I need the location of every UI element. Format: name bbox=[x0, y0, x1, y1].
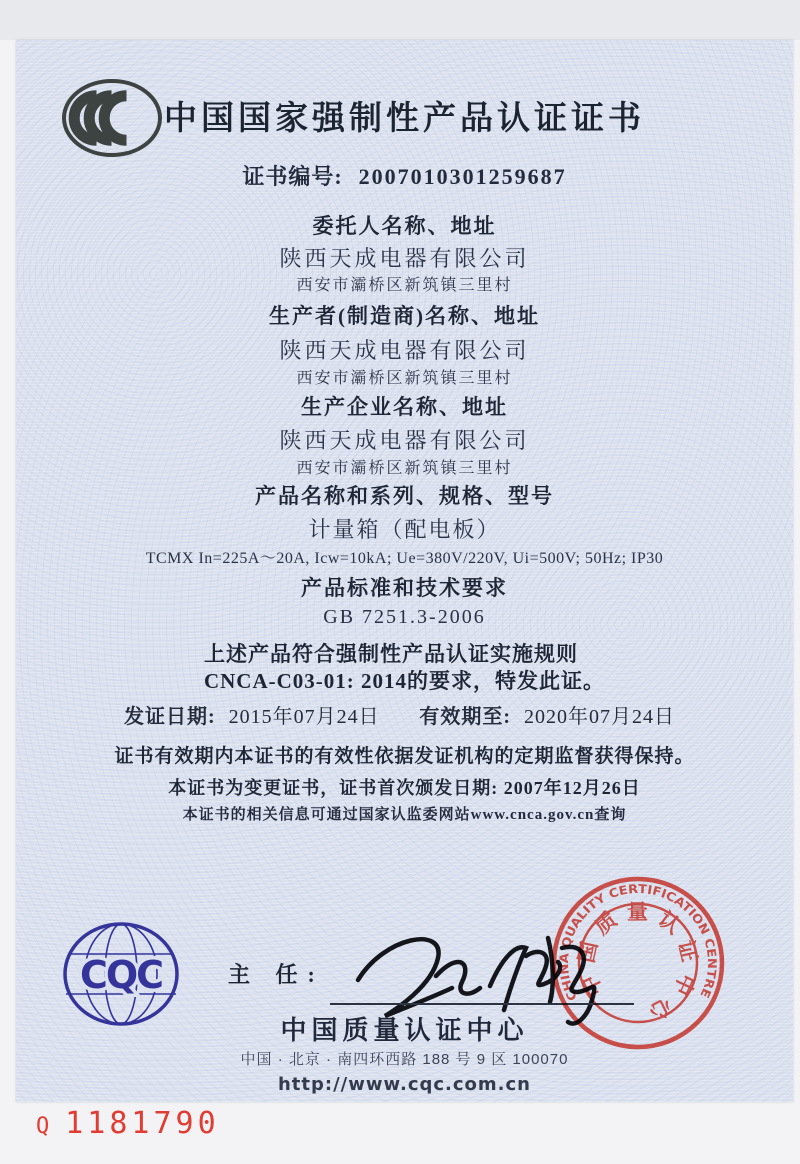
standard-value: GB 7251.3-2006 bbox=[323, 606, 486, 628]
stamp-outer-text: CHINA QUALITY CERTIFICATION CENTRE bbox=[556, 881, 720, 1003]
org-website: http://www.cqc.com.cn bbox=[277, 1074, 531, 1095]
expiry-date-value: 2020年07月24日 bbox=[524, 706, 675, 728]
certificate-title: 中国国家强制性产品认证证书 bbox=[164, 101, 645, 137]
serial-prefix: Q bbox=[36, 1114, 50, 1139]
info-note: 本证书的相关信息可通过国家认监委网站www.cnca.gov.cn查询 bbox=[182, 807, 627, 823]
validity-note: 证书有效期内本证书的有效性依据发证机构的定期监督获得保持。 bbox=[114, 746, 695, 767]
cqc-stamp-icon bbox=[550, 875, 726, 1051]
change-note: 本证书为变更证书，证书首次颁发日期: 2007年12月26日 bbox=[168, 778, 641, 798]
dates-row bbox=[16, 700, 793, 729]
certificate-paper bbox=[16, 40, 793, 1102]
compliance-statement-line2: CNCA-C03-01: 2014的要求，特发此证。 bbox=[203, 669, 606, 693]
product-name: 计量箱（配电板） bbox=[308, 517, 501, 542]
applicant-address: 西安市灞桥区新筑镇三里村 bbox=[296, 277, 513, 294]
standard-heading: 产品标准和技术要求 bbox=[301, 576, 508, 600]
compliance-statement bbox=[204, 641, 605, 695]
issue-date-pair bbox=[124, 700, 380, 729]
applicant-name: 陕西天成电器有限公司 bbox=[279, 246, 530, 271]
expiry-date-pair bbox=[419, 700, 675, 729]
issue-date-label: 发证日期: bbox=[124, 706, 216, 728]
compliance-statement-line1: 上述产品符合强制性产品认证实施规则 bbox=[203, 642, 578, 666]
svg-text:中国质量认证中心 bbox=[574, 900, 702, 1025]
certificate-number: 2007010301259687 bbox=[358, 164, 567, 189]
factory-address: 西安市灞桥区新筑镇三里村 bbox=[296, 460, 513, 477]
product-spec: TCMX In=225A～20A, Icw=10kA; Ue=380V/220V, Ui=500V; 50Hz; IP30 bbox=[145, 550, 664, 567]
issue-date-value: 2015年07月24日 bbox=[228, 706, 380, 728]
manufacturer-name: 陕西天成电器有限公司 bbox=[279, 338, 530, 363]
expiry-date-label: 有效期至: bbox=[419, 706, 511, 728]
product-heading: 产品名称和系列、规格、型号 bbox=[255, 484, 554, 508]
certificate-number-label: 证书编号: bbox=[242, 164, 343, 189]
stamp-inner-text: 中国质量认证中心 bbox=[574, 899, 702, 1025]
manufacturer-heading: 生产者(制造商)名称、地址 bbox=[269, 304, 540, 328]
svg-text:CQC: CQC bbox=[79, 953, 163, 997]
certificate-number-row bbox=[16, 160, 793, 191]
factory-heading: 生产企业名称、地址 bbox=[301, 395, 508, 419]
applicant-heading: 委托人名称、地址 bbox=[312, 214, 497, 238]
manufacturer-address: 西安市灞桥区新筑镇三里村 bbox=[296, 370, 513, 387]
serial-digits: 1181790 bbox=[65, 1106, 220, 1141]
factory-name: 陕西天成电器有限公司 bbox=[279, 428, 530, 453]
director-label: 主 任: bbox=[228, 962, 325, 987]
serial-number bbox=[36, 1106, 220, 1141]
org-address: 中国 · 北京 · 南四环西路 188 号 9 区 100070 bbox=[240, 1051, 569, 1068]
org-name: 中国质量认证中心 bbox=[280, 1015, 529, 1045]
